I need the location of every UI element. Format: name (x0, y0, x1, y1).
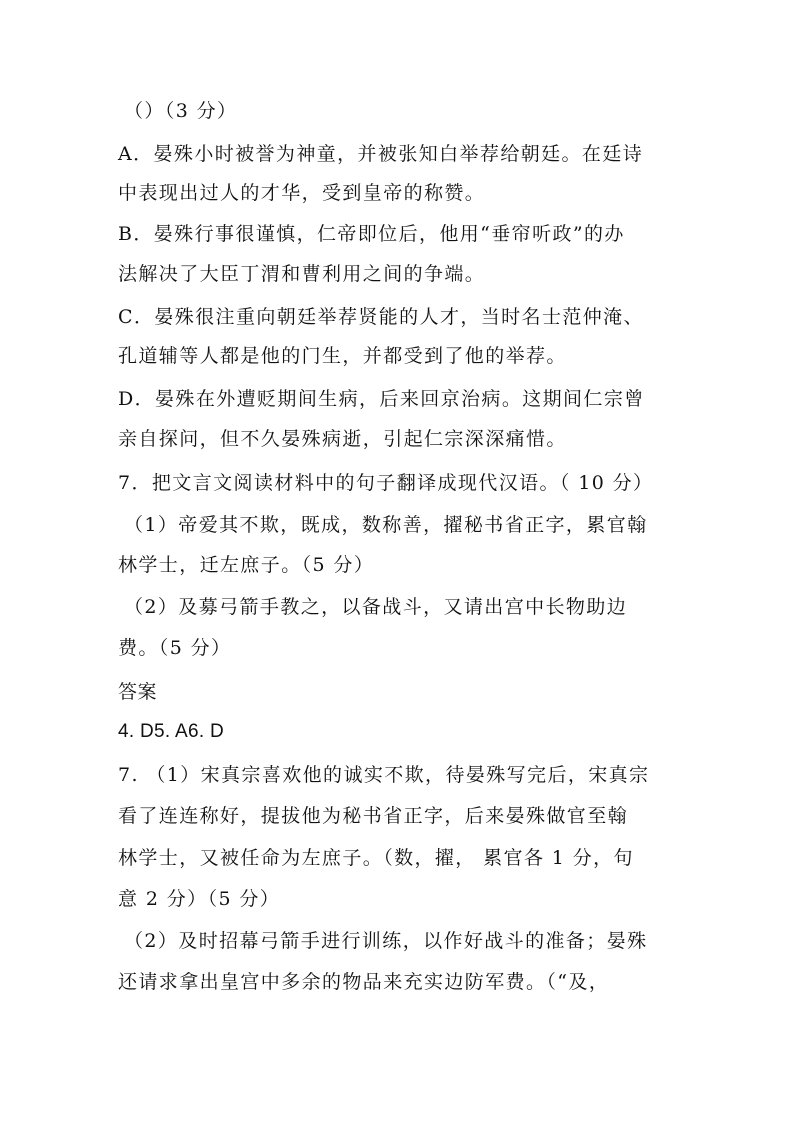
answer-7-1-line-3: 林学士，又被任命为左庶子。（数，擢， 累官各 1 分，句 (118, 847, 634, 869)
answer-key-4-6: 4. D5. A6. D (118, 721, 225, 742)
option-d-line-1: D．晏殊在外遭贬期间生病，后来回京治病。这期间仁宗曾 (118, 388, 645, 410)
q7-part-2-line-1: （2）及募弓箭手教之，以备战斗，又请出宫中长物助边 (124, 596, 628, 618)
answer-7-2-line-2: 还请求拿出皇宫中多余的物品来充实边防军费。（“及， (118, 971, 610, 993)
q7-part-1-line-2: 林学士，迁左庶子。（5 分） (118, 554, 375, 576)
option-c-line-2: 孔道辅等人都是他的门生，并都受到了他的举荐。 (118, 345, 567, 367)
option-b-line-1: B．晏殊行事很谨慎，仁帝即位后，他用“垂帘听政”的办 (118, 223, 625, 245)
option-d-line-2: 亲自探问，但不久晏殊病逝，引起仁宗深深痛惜。 (118, 428, 567, 450)
answer-7-1-line-2: 看了连连称好，提拔他为秘书省正字，后来晏殊做官至翰 (118, 805, 629, 827)
question-7-prompt: 7．把文言文阅读材料中的句子翻译成现代汉语。（ 10 分） (118, 472, 654, 494)
option-b-line-2: 法解决了大臣丁渭和曹利用之间的争端。 (118, 263, 486, 285)
answer-7-2-line-1: （2）及时招幕弓箭手进行训练，以作好战斗的准备；晏殊 (124, 930, 648, 952)
option-a-line-2: 中表现出过人的才华，受到皇帝的称赞。 (118, 182, 486, 204)
option-c-line-1: C．晏殊很注重向朝廷举荐贤能的人才，当时名士范仲淹、 (118, 306, 644, 328)
option-a-line-1: A．晏殊小时被誉为神童，并被张知白举荐给朝廷。在廷诗 (118, 143, 644, 165)
answer-7-1-line-4: 意 2 分）（5 分） (118, 888, 281, 910)
answer-heading: 答案 (118, 681, 158, 703)
answer-7-1-line-1: 7. （1）宋真宗喜欢他的诚实不欺，待晏殊写完后，宋真宗 (118, 764, 650, 786)
question-6-score: （）（3 分） (124, 100, 238, 122)
q7-part-1-line-1: （1）帝爱其不欺，既成，数称善，擢秘书省正字，累官翰 (124, 514, 648, 536)
q7-part-2-line-2: 费。（5 分） (118, 637, 232, 659)
